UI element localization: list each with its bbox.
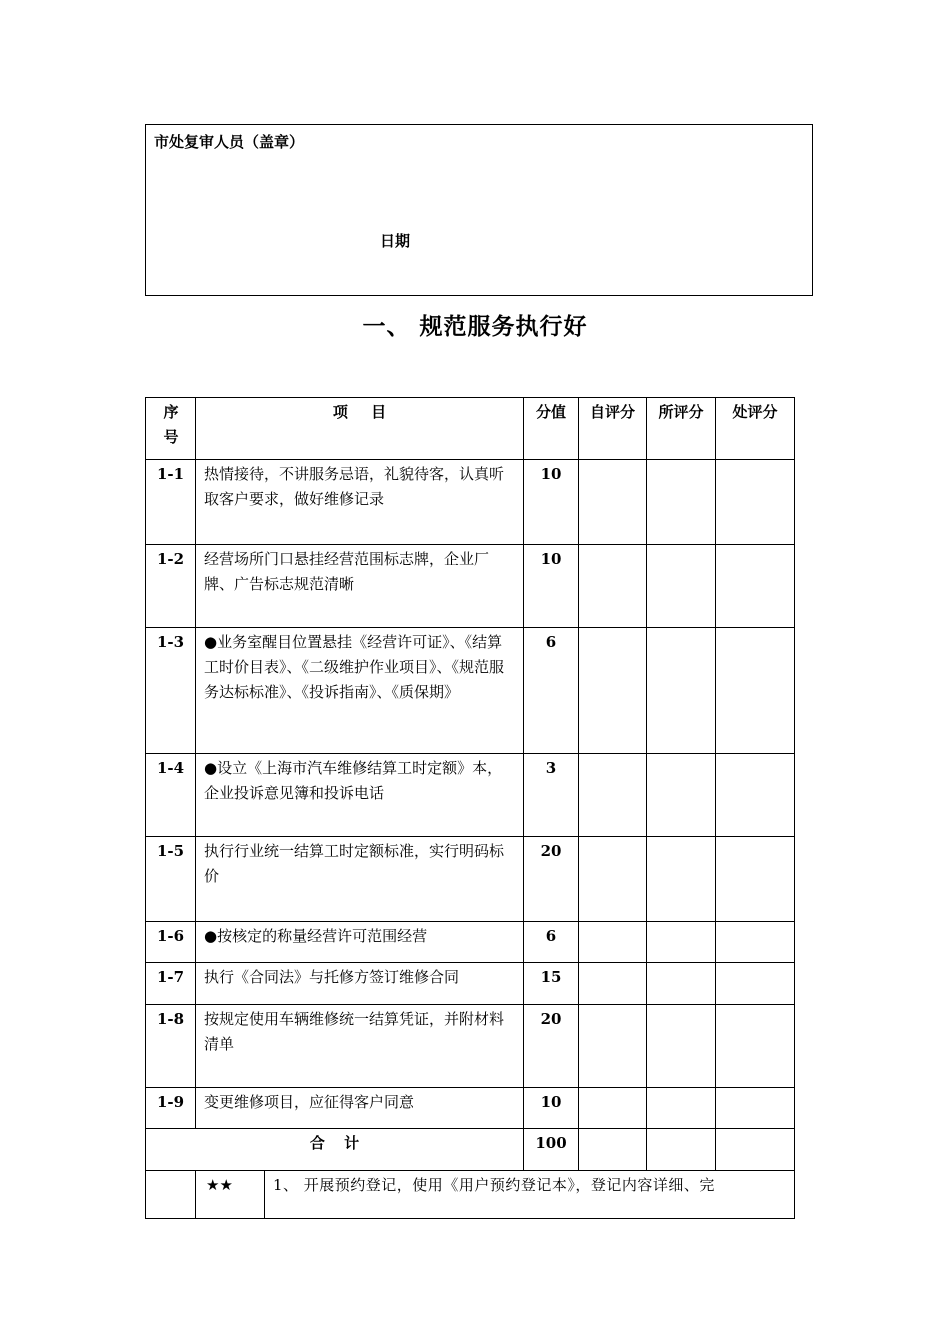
- row-item: 热情接待，不讲服务忌语，礼貌待客，认真听取客户要求，做好维修记录: [196, 460, 524, 545]
- row-item: ●按核定的称量经营许可范围经营: [196, 922, 524, 963]
- score-table: [145, 397, 795, 1219]
- dept-score-cell[interactable]: [716, 628, 795, 754]
- row-seq: 1-6: [146, 922, 196, 963]
- row-seq: 1-8: [146, 1005, 196, 1088]
- extra-row: [146, 1171, 795, 1219]
- row-seq: 1-4: [146, 754, 196, 837]
- dept-score-cell[interactable]: [716, 754, 795, 837]
- table-row: [146, 545, 795, 628]
- office-score-cell[interactable]: [647, 1088, 716, 1129]
- table-header-row: [146, 398, 795, 460]
- row-score: 20: [524, 837, 579, 922]
- row-score: 15: [524, 963, 579, 1005]
- review-signature-box: [145, 124, 813, 296]
- dept-score-cell[interactable]: [716, 1088, 795, 1129]
- self-score-cell[interactable]: [579, 1005, 647, 1088]
- extra-item-text: 1、 开展预约登记，使用《用户预约登记本》，登记内容详细、完: [265, 1171, 795, 1219]
- office-score-cell[interactable]: [647, 1129, 716, 1171]
- dept-score-cell[interactable]: [716, 963, 795, 1005]
- row-seq: 1-5: [146, 837, 196, 922]
- row-score: 20: [524, 1005, 579, 1088]
- self-score-cell[interactable]: [579, 545, 647, 628]
- dept-score-cell[interactable]: [716, 460, 795, 545]
- office-score-cell[interactable]: [647, 460, 716, 545]
- self-score-cell[interactable]: [579, 628, 647, 754]
- row-item: 执行《合同法》与托修方签订维修合同: [196, 963, 524, 1005]
- table-row: [146, 754, 795, 837]
- self-score-cell[interactable]: [579, 922, 647, 963]
- office-score-cell[interactable]: [647, 1005, 716, 1088]
- row-seq: 1-9: [146, 1088, 196, 1129]
- header-score: 分值: [524, 398, 579, 460]
- row-item: ●业务室醒目位置悬挂《经营许可证》、《结算工时价目表》、《二级维护作业项目》、《规范服务达标标准》、《投诉指南》、《质保期》: [196, 628, 524, 754]
- dept-score-cell[interactable]: [716, 545, 795, 628]
- reviewer-stamp-label: 市处复审人员（盖章）: [154, 133, 305, 151]
- row-seq: 1-7: [146, 963, 196, 1005]
- table-row: [146, 1005, 795, 1088]
- self-score-cell[interactable]: [579, 754, 647, 837]
- table-row: [146, 963, 795, 1005]
- dept-score-cell[interactable]: [716, 837, 795, 922]
- office-score-cell[interactable]: [647, 922, 716, 963]
- office-score-cell[interactable]: [647, 837, 716, 922]
- total-row: [146, 1129, 795, 1171]
- table-row: [146, 460, 795, 545]
- self-score-cell[interactable]: [579, 963, 647, 1005]
- self-score-cell[interactable]: [579, 460, 647, 545]
- row-score: 6: [524, 628, 579, 754]
- table-row: [146, 1088, 795, 1129]
- row-score: 10: [524, 545, 579, 628]
- row-score: 6: [524, 922, 579, 963]
- row-item: 变更维修项目，应征得客户同意: [196, 1088, 524, 1129]
- office-score-cell[interactable]: [647, 963, 716, 1005]
- row-score: 10: [524, 460, 579, 545]
- office-score-cell[interactable]: [647, 628, 716, 754]
- star-rating: ★★: [196, 1171, 265, 1219]
- dept-score-cell[interactable]: [716, 922, 795, 963]
- row-score: 10: [524, 1088, 579, 1129]
- header-dept-score: 处评分: [716, 398, 795, 460]
- row-seq: 1-2: [146, 545, 196, 628]
- header-office-score: 所评分: [647, 398, 716, 460]
- extra-seq-cell: [146, 1171, 196, 1219]
- header-self-score: 自评分: [579, 398, 647, 460]
- office-score-cell[interactable]: [647, 754, 716, 837]
- self-score-cell[interactable]: [579, 837, 647, 922]
- header-item: 项 目: [196, 398, 524, 460]
- table-row: [146, 628, 795, 754]
- table-row: [146, 837, 795, 922]
- total-score: 100: [524, 1129, 579, 1171]
- table-row: [146, 922, 795, 963]
- self-score-cell[interactable]: [579, 1088, 647, 1129]
- dept-score-cell[interactable]: [716, 1005, 795, 1088]
- row-seq: 1-1: [146, 460, 196, 545]
- row-seq: 1-3: [146, 628, 196, 754]
- row-item: 经营场所门口悬挂经营范围标志牌，企业厂牌、广告标志规范清晰: [196, 545, 524, 628]
- section-title: 一、 规范服务执行好: [362, 313, 588, 340]
- row-item: ●设立《上海市汽车维修结算工时定额》本，企业投诉意见簿和投诉电话: [196, 754, 524, 837]
- total-label: 合 计: [146, 1129, 524, 1171]
- row-score: 3: [524, 754, 579, 837]
- dept-score-cell[interactable]: [716, 1129, 795, 1171]
- row-item: 执行行业统一结算工时定额标准，实行明码标价: [196, 837, 524, 922]
- row-item: 按规定使用车辆维修统一结算凭证，并附材料清单: [196, 1005, 524, 1088]
- date-label: 日期: [380, 232, 411, 250]
- office-score-cell[interactable]: [647, 545, 716, 628]
- header-seq: 序号: [146, 398, 196, 460]
- self-score-cell[interactable]: [579, 1129, 647, 1171]
